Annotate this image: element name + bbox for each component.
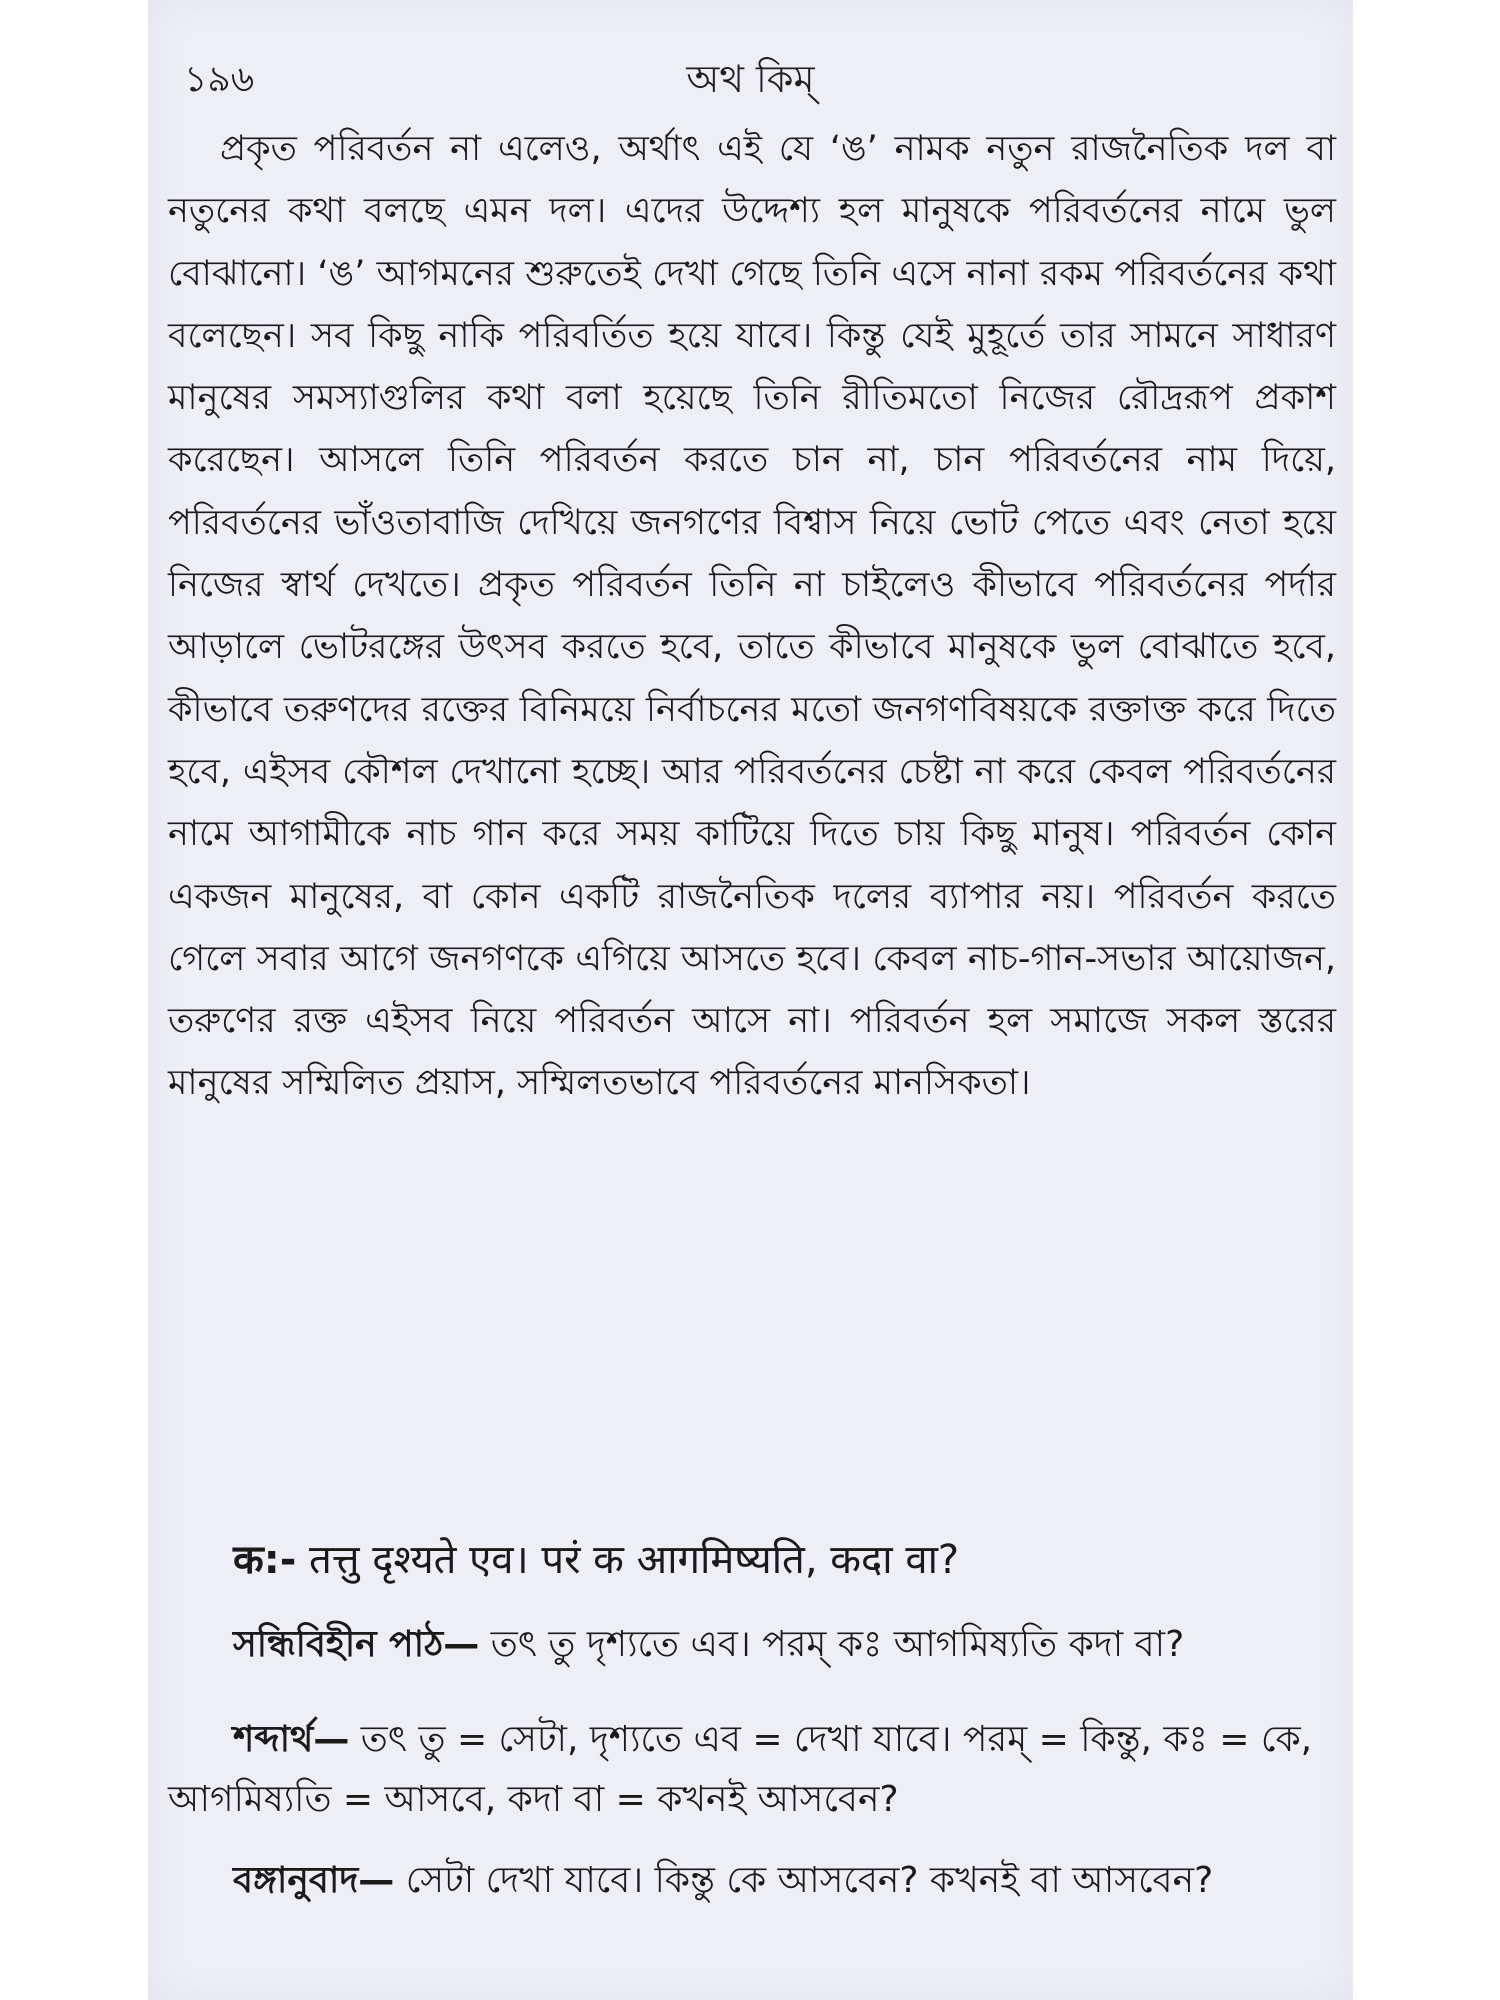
word-meaning [168, 1710, 1336, 1830]
page-number: ১৯৬ [184, 59, 255, 100]
paragraph: প্রকৃত পরিবর্তন না এলেও, অর্থাৎ এই যে ‘ঙ’ নামক নতুন রাজনৈতিক দল বা নতুনের কথা বলছে এমন দল। এদের উদ্দেশ্য হল মানুষকে পরিবর্তনের নামে ভুল বোঝানো। ‘ঙ’ আগমনের শুরুতেই দেখা গেছে তিনি এসে নানা রকম পরিবর্তনের কথা বলেছেন। সব কিছু নাকি পরিবর্তিত হয়ে যাবে। কিন্তু যেই মুহূর্তে তার সামনে সাধারণ মানুষের সমস্যাগুলির কথা বলা হয়েছে তিনি রীতিমতো নিজের রৌদ্ররূপ প্রকাশ করেছেন। আসলে তিনি পরিবর্তন করতে চান না, চান পরিবর্তনের নাম দিয়ে, পরিবর্তনের ভাঁওতাবাজি দেখিয়ে জনগণের বিশ্বাস নিয়ে ভোট পেতে এবং নেতা হয়ে নিজের স্বার্থ দেখতে। প্রকৃত পরিবর্তন তিনি না চাইলেও কীভাবে পরিবর্তনের পর্দার আড়ালে ভোটরঙ্গের উৎসব করতে হবে, তাতে কীভাবে মানুষকে ভুল বোঝাতে হবে, কীভাবে তরুণদের রক্তের বিনিময়ে নির্বাচনের মতো জনগণবিষয়কে রক্তাক্ত করে দিতে হবে, এইসব কৌশল দেখানো হচ্ছে। আর পরিবর্তনের চেষ্টা না করে কেবল পরিবর্তনের নামে আগামীকে নাচ গান করে সময় কাটিয়ে দিতে চায় কিছু মানুষ। পরিবর্তন কোন একজন মানুষের, বা কোন একটি রাজনৈতিক দলের ব্যাপার নয়। পরিবর্তন করতে গেলে সবার আগে জনগণকে এগিয়ে আসতে হবে। কেবল নাচ-গান-সভার আয়োজন, তরুণের রক্ত এইসব নিয়ে পরিবর্তন আসে না। পরিবর্তন হল সমাজে সকল স্তরের মানুষের সম্মিলিত প্রয়াস, সম্মিলতভাবে পরিবর্তনের মানসিকতা। [168, 129, 1336, 1104]
sanskrit-label: क:- [233, 1537, 297, 1583]
sandhi-label: সন্ধিবিহীন পাঠ— [233, 1624, 480, 1665]
word-meaning-text: তৎ তু = সেটা, দৃশ্যতে এব = দেখা যাবে। পরম্ = কিন্তু, কঃ = কে, আগমিষ্যতি = আসবে, কদা বা = কখনই আসবেন? [168, 1719, 1313, 1820]
body-text [168, 118, 1336, 1115]
sandhi-text: তৎ তু দৃশ্যতে এব। পরম্ কঃ আগমিষ্যতি কদা বা? [490, 1624, 1185, 1665]
translation-line [168, 1853, 1401, 1913]
sanskrit-line [168, 1530, 1401, 1585]
word-meaning-label: শব্দার্থ— [233, 1719, 350, 1760]
translation-label: বঙ্গানুবাদ— [233, 1860, 395, 1901]
page-header [148, 42, 1353, 112]
book-page [148, 0, 1353, 2000]
translation-text: সেটা দেখা যাবে। কিন্তু কে আসবেন? কখনই বা আসবেন? [405, 1860, 1214, 1901]
running-title: অথ কিম্ [686, 57, 815, 101]
sanskrit-text: तत्तु दृश्यते एव। परं क आगमिष्यति, कदा वा? [309, 1537, 960, 1583]
sandhi-line [168, 1617, 1401, 1677]
